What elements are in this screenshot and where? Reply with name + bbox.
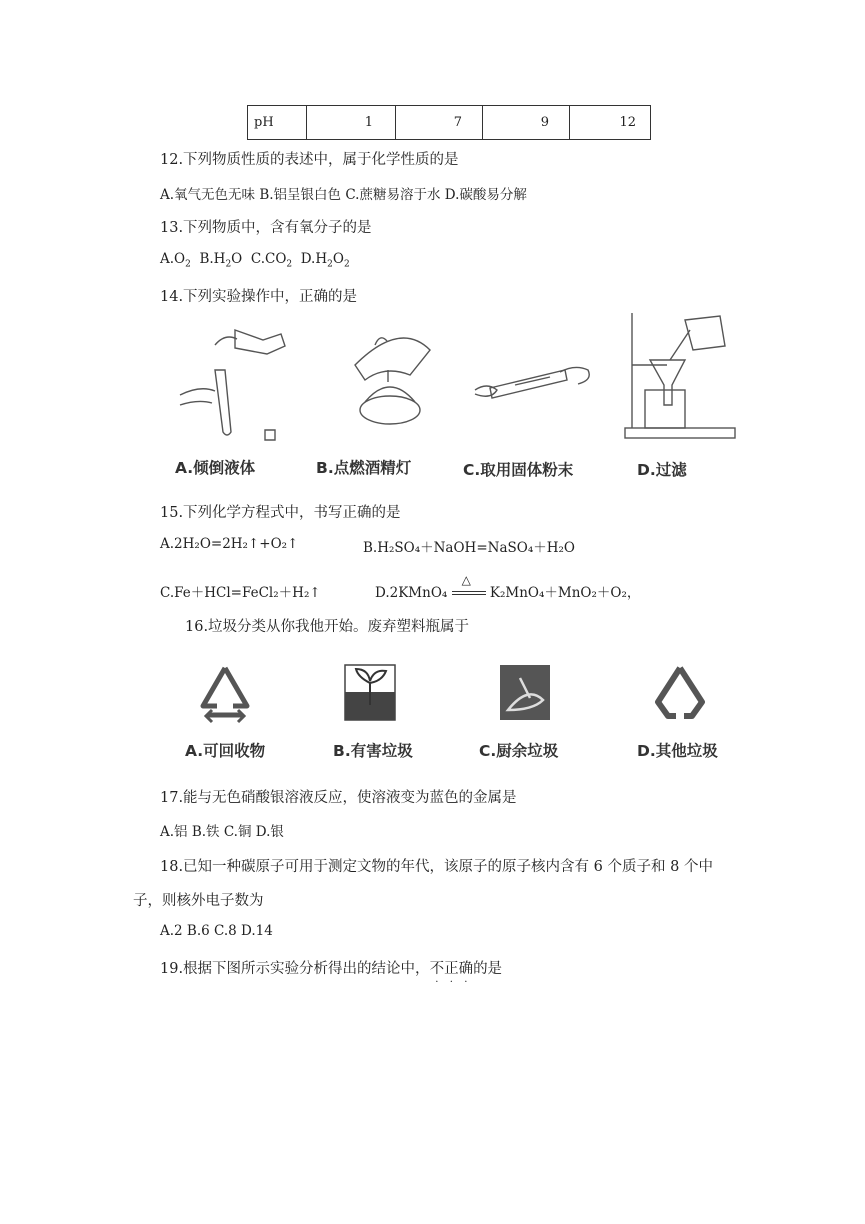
q13-option-b-tail: O bbox=[231, 251, 243, 267]
other-waste-icon bbox=[658, 668, 702, 716]
q19-stem-pre: 19.根据下图所示实验分析得出的结论中， bbox=[160, 961, 430, 977]
filtration-illustration bbox=[625, 313, 735, 438]
heating-condition: △ bbox=[461, 572, 471, 587]
emphasis-char: 确 bbox=[458, 961, 474, 977]
q12-options: A.氧气无色无味 B.铝呈银白色 C.蔗糖易溶于水 D.碳酸易分解 bbox=[160, 187, 527, 203]
q18-stem-line2: 子，则核外电子数为 bbox=[133, 893, 264, 909]
table-row bbox=[248, 106, 651, 140]
q13-stem: 13.下列物质中，含有氧分子的是 bbox=[160, 220, 372, 236]
q17-options: A.铝 B.铁 C.铜 D.银 bbox=[160, 824, 284, 840]
q18-stem-line1: 18.已知一种碳原子可用于测定文物的年代，该原子的原子核内含有 6 个质子和 8 个中 bbox=[160, 859, 713, 875]
equation-reactant: D.2KMnO₄ bbox=[375, 585, 448, 601]
subscript: 2 bbox=[185, 259, 191, 270]
emphasis-char: 正 bbox=[444, 961, 459, 977]
q13-options bbox=[160, 251, 350, 270]
q16-stem: 16.垃圾分类从你我他开始。废弃塑料瓶属于 bbox=[185, 619, 470, 635]
reaction-arrow bbox=[452, 572, 486, 601]
q14-caption-b: B.点燃酒精灯 bbox=[316, 459, 412, 477]
subscript: 2 bbox=[286, 259, 293, 270]
q19-stem-post: 的是 bbox=[473, 961, 503, 977]
q15-option-d bbox=[375, 572, 641, 601]
solid-powder-illustration bbox=[475, 367, 589, 398]
ph-value-cell: 9 bbox=[483, 106, 570, 140]
kitchen-waste-icon bbox=[500, 665, 550, 720]
q15-option-b: B.H₂SO₄＋NaOH=NaSO₄＋H₂O bbox=[363, 540, 575, 556]
subscript: 2 bbox=[327, 259, 333, 270]
q14-caption-d: D.过滤 bbox=[637, 461, 687, 479]
q13-option-a: A.O bbox=[160, 251, 186, 267]
q16-caption-a: A.可回收物 bbox=[185, 742, 266, 760]
ph-table bbox=[247, 105, 651, 140]
q13-option-c: C.CO bbox=[250, 251, 287, 267]
q18-options: A.2 B.6 C.8 D.14 bbox=[160, 923, 273, 939]
pouring-liquid-illustration bbox=[180, 330, 285, 440]
q16-caption-c: C.厨余垃圾 bbox=[479, 742, 559, 760]
q15-option-c: C.Fe＋HCl=FeCl₂＋H₂↑ bbox=[160, 585, 321, 601]
recyclable-icon bbox=[203, 668, 247, 722]
q12-stem: 12.下列物质性质的表述中，属于化学性质的是 bbox=[160, 152, 459, 168]
emphasis-char: 不 bbox=[429, 961, 445, 977]
ph-header-cell: pH bbox=[248, 106, 307, 140]
ph-value-cell: 7 bbox=[396, 106, 483, 140]
q16-caption-d: D.其他垃圾 bbox=[637, 742, 718, 760]
equation-products: K₂MnO₄＋MnO₂＋O₂， bbox=[489, 585, 641, 601]
subscript: 2 bbox=[225, 259, 232, 270]
ph-value-cell: 1 bbox=[307, 106, 396, 140]
q13-option-d-mid: O bbox=[332, 251, 344, 267]
q14-caption-c: C.取用固体粉末 bbox=[463, 461, 574, 479]
q16-caption-b: B.有害垃圾 bbox=[333, 742, 413, 760]
q13-option-b: B.H bbox=[199, 251, 226, 267]
q15-option-a: A.2H₂O=2H₂↑+O₂↑ bbox=[160, 536, 299, 552]
subscript: 2 bbox=[343, 259, 350, 270]
q19-stem bbox=[160, 957, 502, 978]
q14-stem: 14.下列实验操作中，正确的是 bbox=[160, 289, 358, 305]
q15-stem: 15.下列化学方程式中，书写正确的是 bbox=[160, 505, 401, 521]
ph-value-cell: 12 bbox=[570, 106, 651, 140]
lab-operations-figure bbox=[160, 310, 740, 450]
q14-caption-a: A.倾倒液体 bbox=[175, 459, 256, 477]
hazardous-waste-icon bbox=[345, 665, 395, 720]
q13-option-d: D.H bbox=[300, 251, 328, 267]
alcohol-lamp-illustration bbox=[355, 338, 430, 424]
q17-stem: 17.能与无色硝酸银溶液反应，使溶液变为蓝色的金属是 bbox=[160, 790, 517, 806]
waste-sorting-figure bbox=[190, 660, 730, 730]
